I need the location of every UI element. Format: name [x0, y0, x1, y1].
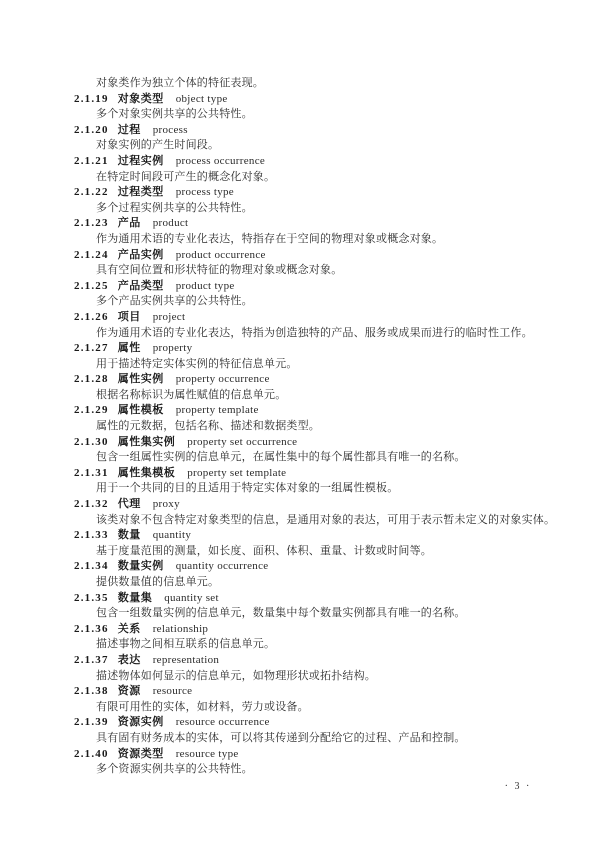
term-number: 2.1.25 [74, 279, 109, 292]
term-english: property set occurrence [187, 435, 298, 448]
term-english: object type [175, 92, 228, 105]
term-entry [74, 653, 564, 669]
term-entry [74, 466, 564, 482]
term-definition: 多个对象实例共享的公共特性。 [96, 108, 253, 121]
term-english: process occurrence [175, 154, 266, 167]
term-entry [74, 591, 564, 607]
term-english: quantity set [164, 591, 219, 604]
term-entry [74, 92, 564, 108]
term-number: 2.1.40 [74, 747, 109, 760]
term-chinese: 产品实例 [117, 248, 164, 261]
term-english: property set template [187, 466, 287, 479]
term-chinese: 表达 [117, 653, 141, 666]
term-english: product occurrence [175, 248, 266, 261]
term-entry [74, 715, 564, 731]
term-number: 2.1.26 [74, 310, 109, 323]
term-definition: 作为通用术语的专业化表达，特指存在于空间的物理对象或概念对象。 [96, 232, 444, 245]
term-entry [74, 372, 564, 388]
term-definition: 作为通用术语的专业化表达，特指为创造独特的产品、服务或成果而进行的临时性工作。 [96, 326, 533, 339]
term-number: 2.1.19 [74, 92, 109, 105]
term-chinese: 属性模板 [117, 404, 164, 417]
term-definition: 用于一个共同的目的且适用于特定实体对象的一组属性模板。 [96, 482, 399, 495]
term-entry [74, 185, 564, 201]
term-number: 2.1.28 [74, 373, 109, 386]
term-number: 2.1.22 [74, 186, 109, 199]
term-number: 2.1.21 [74, 154, 109, 167]
term-english: resource occurrence [175, 716, 270, 729]
term-definition: 包含一组数量实例的信息单元，数量集中每个数量实例都具有唯一的名称。 [96, 607, 466, 620]
term-definition: 多个过程实例共享的公共特性。 [96, 201, 253, 214]
term-english: product type [175, 279, 235, 292]
term-chinese: 资源类型 [117, 747, 164, 760]
term-english: property template [175, 404, 259, 417]
term-definition: 对象实例的产生时间段。 [96, 139, 220, 152]
term-entry [74, 279, 564, 295]
term-number: 2.1.35 [74, 591, 109, 604]
term-entry [74, 123, 564, 139]
term-chinese: 代理 [117, 498, 141, 511]
term-entry [74, 341, 564, 357]
term-chinese: 项目 [117, 310, 141, 323]
continuation-line: 对象类作为独立个体的特征表现。 [96, 77, 264, 89]
term-chinese: 属性 [117, 342, 141, 355]
term-chinese: 产品类型 [117, 279, 164, 292]
term-english: property occurrence [175, 373, 270, 386]
term-number: 2.1.23 [74, 217, 109, 230]
term-entry [74, 403, 564, 419]
term-number: 2.1.29 [74, 404, 109, 417]
term-definition: 包含一组属性实例的信息单元，在属性集中的每个属性都具有唯一的名称。 [96, 451, 466, 464]
term-english: process [152, 123, 188, 136]
term-definition: 基于度量范围的测量，如长度、面积、体积、重量、计数或时间等。 [96, 544, 432, 557]
term-chinese: 过程实例 [117, 154, 164, 167]
term-entry [74, 497, 564, 513]
term-definition: 根据名称标识为属性赋值的信息单元。 [96, 388, 287, 401]
term-chinese: 对象类型 [117, 92, 164, 105]
term-number: 2.1.32 [74, 498, 109, 511]
term-english: resource type [175, 747, 239, 760]
term-english: relationship [152, 622, 209, 635]
term-number: 2.1.36 [74, 622, 109, 635]
term-chinese: 关系 [117, 622, 141, 635]
term-entry [74, 248, 564, 264]
term-number: 2.1.27 [74, 342, 109, 355]
term-definition: 描述物体如何显示的信息单元，如物理形状或拓扑结构。 [96, 669, 376, 682]
term-chinese: 资源实例 [117, 716, 164, 729]
term-chinese: 数量实例 [117, 560, 164, 573]
term-number: 2.1.34 [74, 560, 109, 573]
term-chinese: 资源 [117, 685, 141, 698]
term-entry [74, 435, 564, 451]
term-english: quantity occurrence [175, 560, 269, 573]
term-definition: 具有固有财务成本的实体，可以将其传递到分配给它的过程、产品和控制。 [96, 731, 466, 744]
term-number: 2.1.20 [74, 123, 109, 136]
term-entry [74, 559, 564, 575]
term-number: 2.1.38 [74, 685, 109, 698]
page-number: · 3 · [504, 781, 532, 792]
term-entry [74, 310, 564, 326]
term-english: resource [152, 685, 193, 698]
term-definition: 用于描述特定实体实例的特征信息单元。 [96, 357, 298, 370]
term-entry [74, 216, 564, 232]
term-definition: 描述事物之间相互联系的信息单元。 [96, 638, 276, 651]
term-chinese: 属性实例 [117, 373, 164, 386]
term-number: 2.1.37 [74, 653, 109, 666]
term-definition: 该类对象不包含特定对象类型的信息，是通用对象的表达，可用于表示暂未定义的对象实体。 [96, 513, 556, 526]
term-chinese: 过程类型 [117, 186, 164, 199]
term-definition: 多个产品实例共享的公共特性。 [96, 295, 253, 308]
term-entry [74, 684, 564, 700]
term-english: project [152, 310, 186, 323]
term-number: 2.1.30 [74, 435, 109, 448]
terms-content [74, 76, 564, 778]
term-definition: 具有空间位置和形状特征的物理对象或概念对象。 [96, 264, 343, 277]
term-entry [74, 154, 564, 170]
term-entry [74, 528, 564, 544]
term-english: proxy [152, 498, 180, 511]
term-english: product [152, 217, 189, 230]
term-number: 2.1.33 [74, 529, 109, 542]
term-chinese: 过程 [117, 123, 141, 136]
term-entry [74, 622, 564, 638]
term-entry [74, 747, 564, 763]
term-definition: 在特定时间段可产生的概念化对象。 [96, 170, 276, 183]
term-chinese: 数量 [117, 529, 141, 542]
term-english: process type [175, 186, 234, 199]
term-chinese: 数量集 [117, 591, 153, 604]
term-chinese: 产品 [117, 217, 141, 230]
term-english: representation [152, 653, 220, 666]
term-definition: 多个资源实例共享的公共特性。 [96, 763, 253, 776]
term-definition: 属性的元数据，包括名称、描述和数据类型。 [96, 420, 320, 433]
term-chinese: 属性集实例 [117, 435, 176, 448]
term-chinese: 属性集模板 [117, 466, 176, 479]
term-definition: 提供数量值的信息单元。 [96, 576, 220, 588]
term-english: quantity [152, 529, 192, 542]
term-number: 2.1.39 [74, 716, 109, 729]
term-entries-list [74, 92, 564, 778]
term-english: property [152, 342, 193, 355]
term-definition: 有限可用性的实体，如材料，劳力或设备。 [96, 700, 309, 713]
term-number: 2.1.24 [74, 248, 109, 261]
term-number: 2.1.31 [74, 466, 109, 479]
